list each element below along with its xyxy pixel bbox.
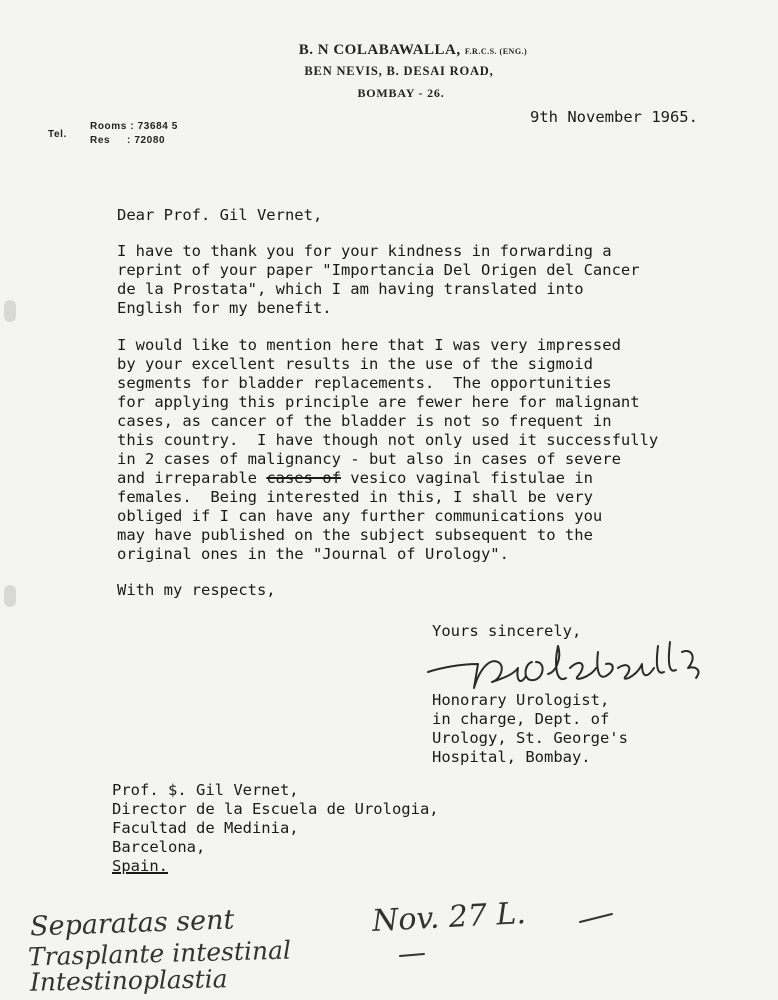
text-line: I have to thank you for your kindness in forwarding a	[117, 242, 612, 260]
text-segment: and irreparable	[117, 469, 267, 487]
struck-text: cases of	[266, 469, 341, 487]
text-line-with-strikethrough	[117, 469, 593, 488]
punch-hole	[4, 300, 16, 322]
text-line: females. Being interested in this, I shall be very	[117, 488, 593, 506]
letter-date: 9th November 1965.	[530, 108, 698, 126]
title-line: Honorary Urologist,	[432, 691, 610, 709]
text-line: segments for bladder replacements. The opportunities	[117, 374, 612, 392]
handwritten-note-intestinoplastia: Intestinoplastia	[29, 964, 228, 997]
recipient-line: Barcelona,	[112, 838, 206, 856]
text-line: in 2 cases of malignancy - but also in cases of severe	[117, 450, 621, 468]
text-line: for applying this principle are fewer here for malignant	[117, 393, 640, 411]
recipient-line: Facultad de Medinia,	[112, 819, 299, 837]
telephone-rooms: Rooms : 73684 5	[90, 121, 178, 132]
telephone-label: Tel.	[48, 129, 67, 140]
telephone-res: Res : 72080	[90, 135, 166, 146]
text-segment: vesico vaginal fistulae in	[340, 469, 593, 487]
title-line: Urology, St. George's	[432, 729, 628, 747]
recipient-country: Spain.	[112, 857, 168, 875]
handwritten-note-trasplante: Trasplante intestinal	[27, 935, 292, 972]
signature-scrawl	[420, 628, 710, 698]
salutation: Dear Prof. Gil Vernet,	[117, 206, 323, 224]
sign-off: Yours sincerely,	[432, 622, 582, 640]
handwritten-note-date: Nov. 27 L.	[371, 895, 527, 940]
text-line: de la Prostata", which I am having translated into	[117, 280, 584, 298]
closing-respects: With my respects,	[117, 581, 276, 599]
text-line: reprint of your paper "Importancia Del Origen del Cancer	[117, 261, 640, 279]
signature-text: B N Colabawalla	[420, 628, 430, 629]
text-line: by your excellent results in the use of the sigmoid	[117, 355, 593, 373]
text-line: may have published on the subject subsequent to the	[117, 526, 593, 544]
text-line: obliged if I can have any further communications you	[117, 507, 603, 525]
punch-hole	[4, 585, 16, 607]
recipient-line: Director de la Escuela de Urologia,	[112, 800, 439, 818]
title-line: Hospital, Bombay.	[432, 748, 591, 766]
recipient-line: Prof. $. Gil Vernet,	[112, 781, 299, 799]
handwritten-dashes	[380, 900, 620, 970]
letterhead-city: BOMBAY - 26.	[357, 86, 445, 100]
text-line: English for my benefit.	[117, 299, 332, 317]
text-line: original ones in the "Journal of Urology".	[117, 545, 509, 563]
text-line: I would like to mention here that I was very impressed	[117, 336, 621, 354]
letterhead-address: BEN NEVIS, B. DESAI ROAD,	[304, 64, 494, 78]
letterhead-name	[24, 42, 778, 59]
doctor-name: B. N COLABAWALLA,	[298, 42, 461, 58]
text-line: cases, as cancer of the bladder is not so frequent in	[117, 412, 612, 430]
title-line: in charge, Dept. of	[432, 710, 610, 728]
text-line: this country. I have though not only used it successfully	[117, 431, 659, 449]
handwritten-note-separatas: Separatas sent	[29, 904, 235, 943]
doctor-qualification: F.R.C.S. (ENG.)	[464, 47, 528, 56]
